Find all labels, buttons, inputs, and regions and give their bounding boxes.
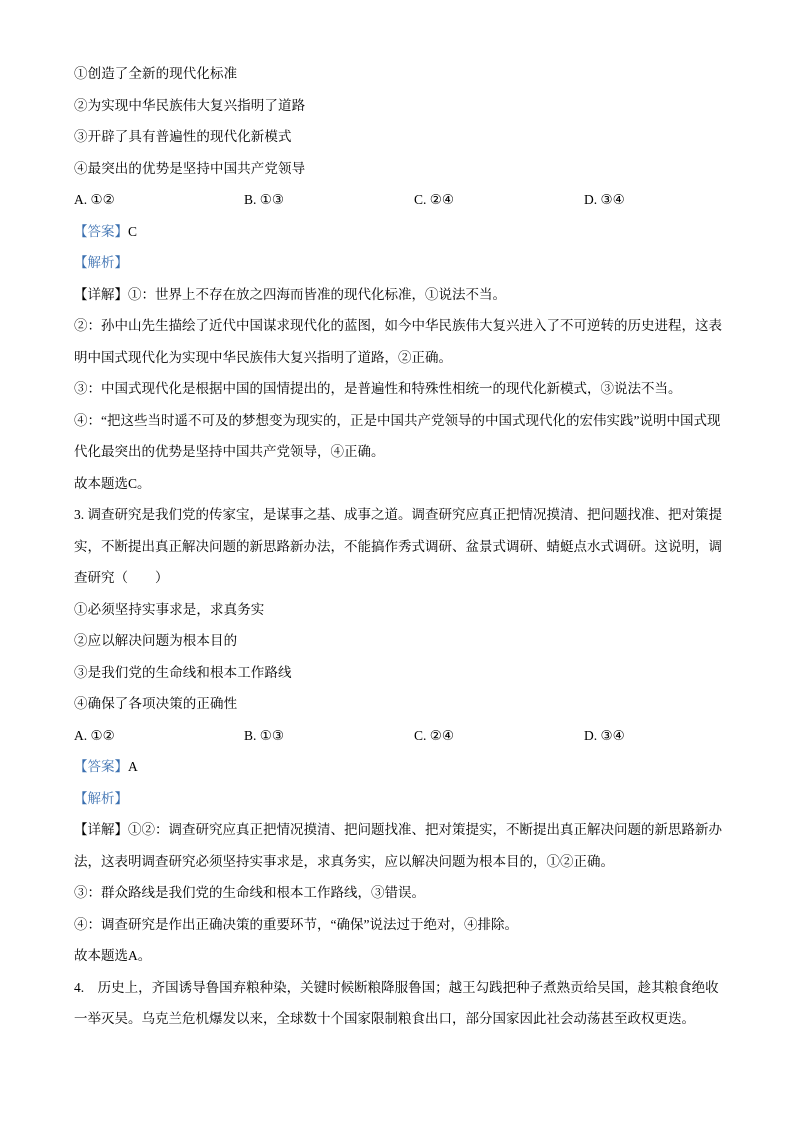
q3-number: 3. xyxy=(74,507,85,522)
q2-answer-line xyxy=(74,216,723,248)
q3-stem-text: 调查研究是我们党的传家宝，是谋事之基、成事之道。调查研究应真正把情况摸清、把问题找准、把对策提实，不断提出真正解决问题的新思路新办法，不能搞作秀式调研、盆景式调研、蜻蜓点水式调研。这说明，调查研究（ ） xyxy=(74,507,722,585)
q3-detail-3: ④：调查研究是作出正确决策的重要环节，“确保”说法过于绝对，④排除。 xyxy=(74,916,518,932)
q2-option-b[interactable]: B. ①③ xyxy=(244,192,284,207)
q3-answer-tag: 【答案】 xyxy=(74,759,128,774)
q3-answer-line xyxy=(74,751,723,783)
q2-option-a[interactable]: A. ①② xyxy=(74,192,115,207)
q2-option-c[interactable]: C. ②④ xyxy=(414,192,454,207)
q2-statement-1: ①创造了全新的现代化标准 xyxy=(74,66,238,81)
q3-statement-1: ①必须坚持实事求是，求真务实 xyxy=(74,601,265,617)
q2-detail-block xyxy=(74,279,723,500)
q4-number: 4. xyxy=(74,979,85,995)
q3-statement-3: ③是我们党的生命线和根本工作路线 xyxy=(74,664,292,680)
q2-detail-3: ③：中国式现代化是根据中国的国情提出的，是普遍性和特殊性相统一的现代化新模式，③说法不当。 xyxy=(74,381,682,396)
q2-analysis-line xyxy=(74,247,723,279)
q3-detail-block xyxy=(74,814,723,972)
q3-analysis-tag: 【解析】 xyxy=(74,790,128,806)
q3-analysis-line xyxy=(74,783,723,815)
q2-detail-5: 故本题选C。 xyxy=(74,475,151,491)
q2-option-d[interactable]: D. ③④ xyxy=(584,192,625,207)
q3-detail-1: 【详解】①②：调查研究应真正把情况摸清、把问题找准、把对策提实，不断提出真正解决问题的新思路新办法，这表明调查研究必须坚持实事求是，求真务实，应以解决问题为根本目的，①②正确。 xyxy=(74,822,722,869)
q3-option-c[interactable]: C. ②④ xyxy=(414,727,454,743)
q3-stem xyxy=(74,499,723,594)
q2-answer-value: C xyxy=(128,223,138,239)
q3-statement-4: ④确保了各项决策的正确性 xyxy=(74,696,238,711)
q2-analysis-tag: 【解析】 xyxy=(74,255,128,270)
q2-detail-4: ④：“把这些当时遥不可及的梦想变为现实的，正是中国共产党领导的中国式现代化的宏伟实践”说明中国式现代化最突出的优势是坚持中国共产党领导，④正确。 xyxy=(74,412,721,459)
q2-statement-2: ②为实现中华民族伟大复兴指明了道路 xyxy=(74,97,306,113)
q3-option-d[interactable]: D. ③④ xyxy=(584,727,625,743)
q3-answer-value: A xyxy=(128,759,138,774)
q3-option-a[interactable]: A. ①② xyxy=(74,727,115,743)
q4-stem-text: 历史上，齐国诱导鲁国弃粮种染，关键时候断粮降服鲁国；越王勾践把种子煮熟贡给吴国，趁其粮食绝收一举灭吴。乌克兰危机爆发以来，全球数十个国家限制粮食出口，部分国家因此社会动荡甚至政权更迭。 xyxy=(74,979,719,1026)
q3-option-b[interactable]: B. ①③ xyxy=(244,727,284,743)
q3-statement-2: ②应以解决问题为根本目的 xyxy=(74,633,238,648)
q2-detail-2: ②：孙中山先生描绘了近代中国谋求现代化的蓝图，如今中华民族伟大复兴进入了不可逆转的历史进程，这表明中国式现代化为实现中华民族伟大复兴指明了道路，②正确。 xyxy=(74,318,722,365)
q2-statement-3: ③开辟了具有普遍性的现代化新模式 xyxy=(74,129,292,144)
q2-answer-tag: 【答案】 xyxy=(74,223,128,239)
q3-detail-4: 故本题选A。 xyxy=(74,948,152,963)
q3-options xyxy=(74,720,723,752)
q2-detail-1: 【详解】①：世界上不存在放之四海而皆准的现代化标准，①说法不当。 xyxy=(74,286,506,302)
q4-stem xyxy=(74,972,723,1035)
q2-statement-4: ④最突出的优势是坚持中国共产党领导 xyxy=(74,160,306,176)
q3-detail-2: ③：群众路线是我们党的生命线和根本工作路线，③错误。 xyxy=(74,885,425,900)
q2-options xyxy=(74,184,723,216)
